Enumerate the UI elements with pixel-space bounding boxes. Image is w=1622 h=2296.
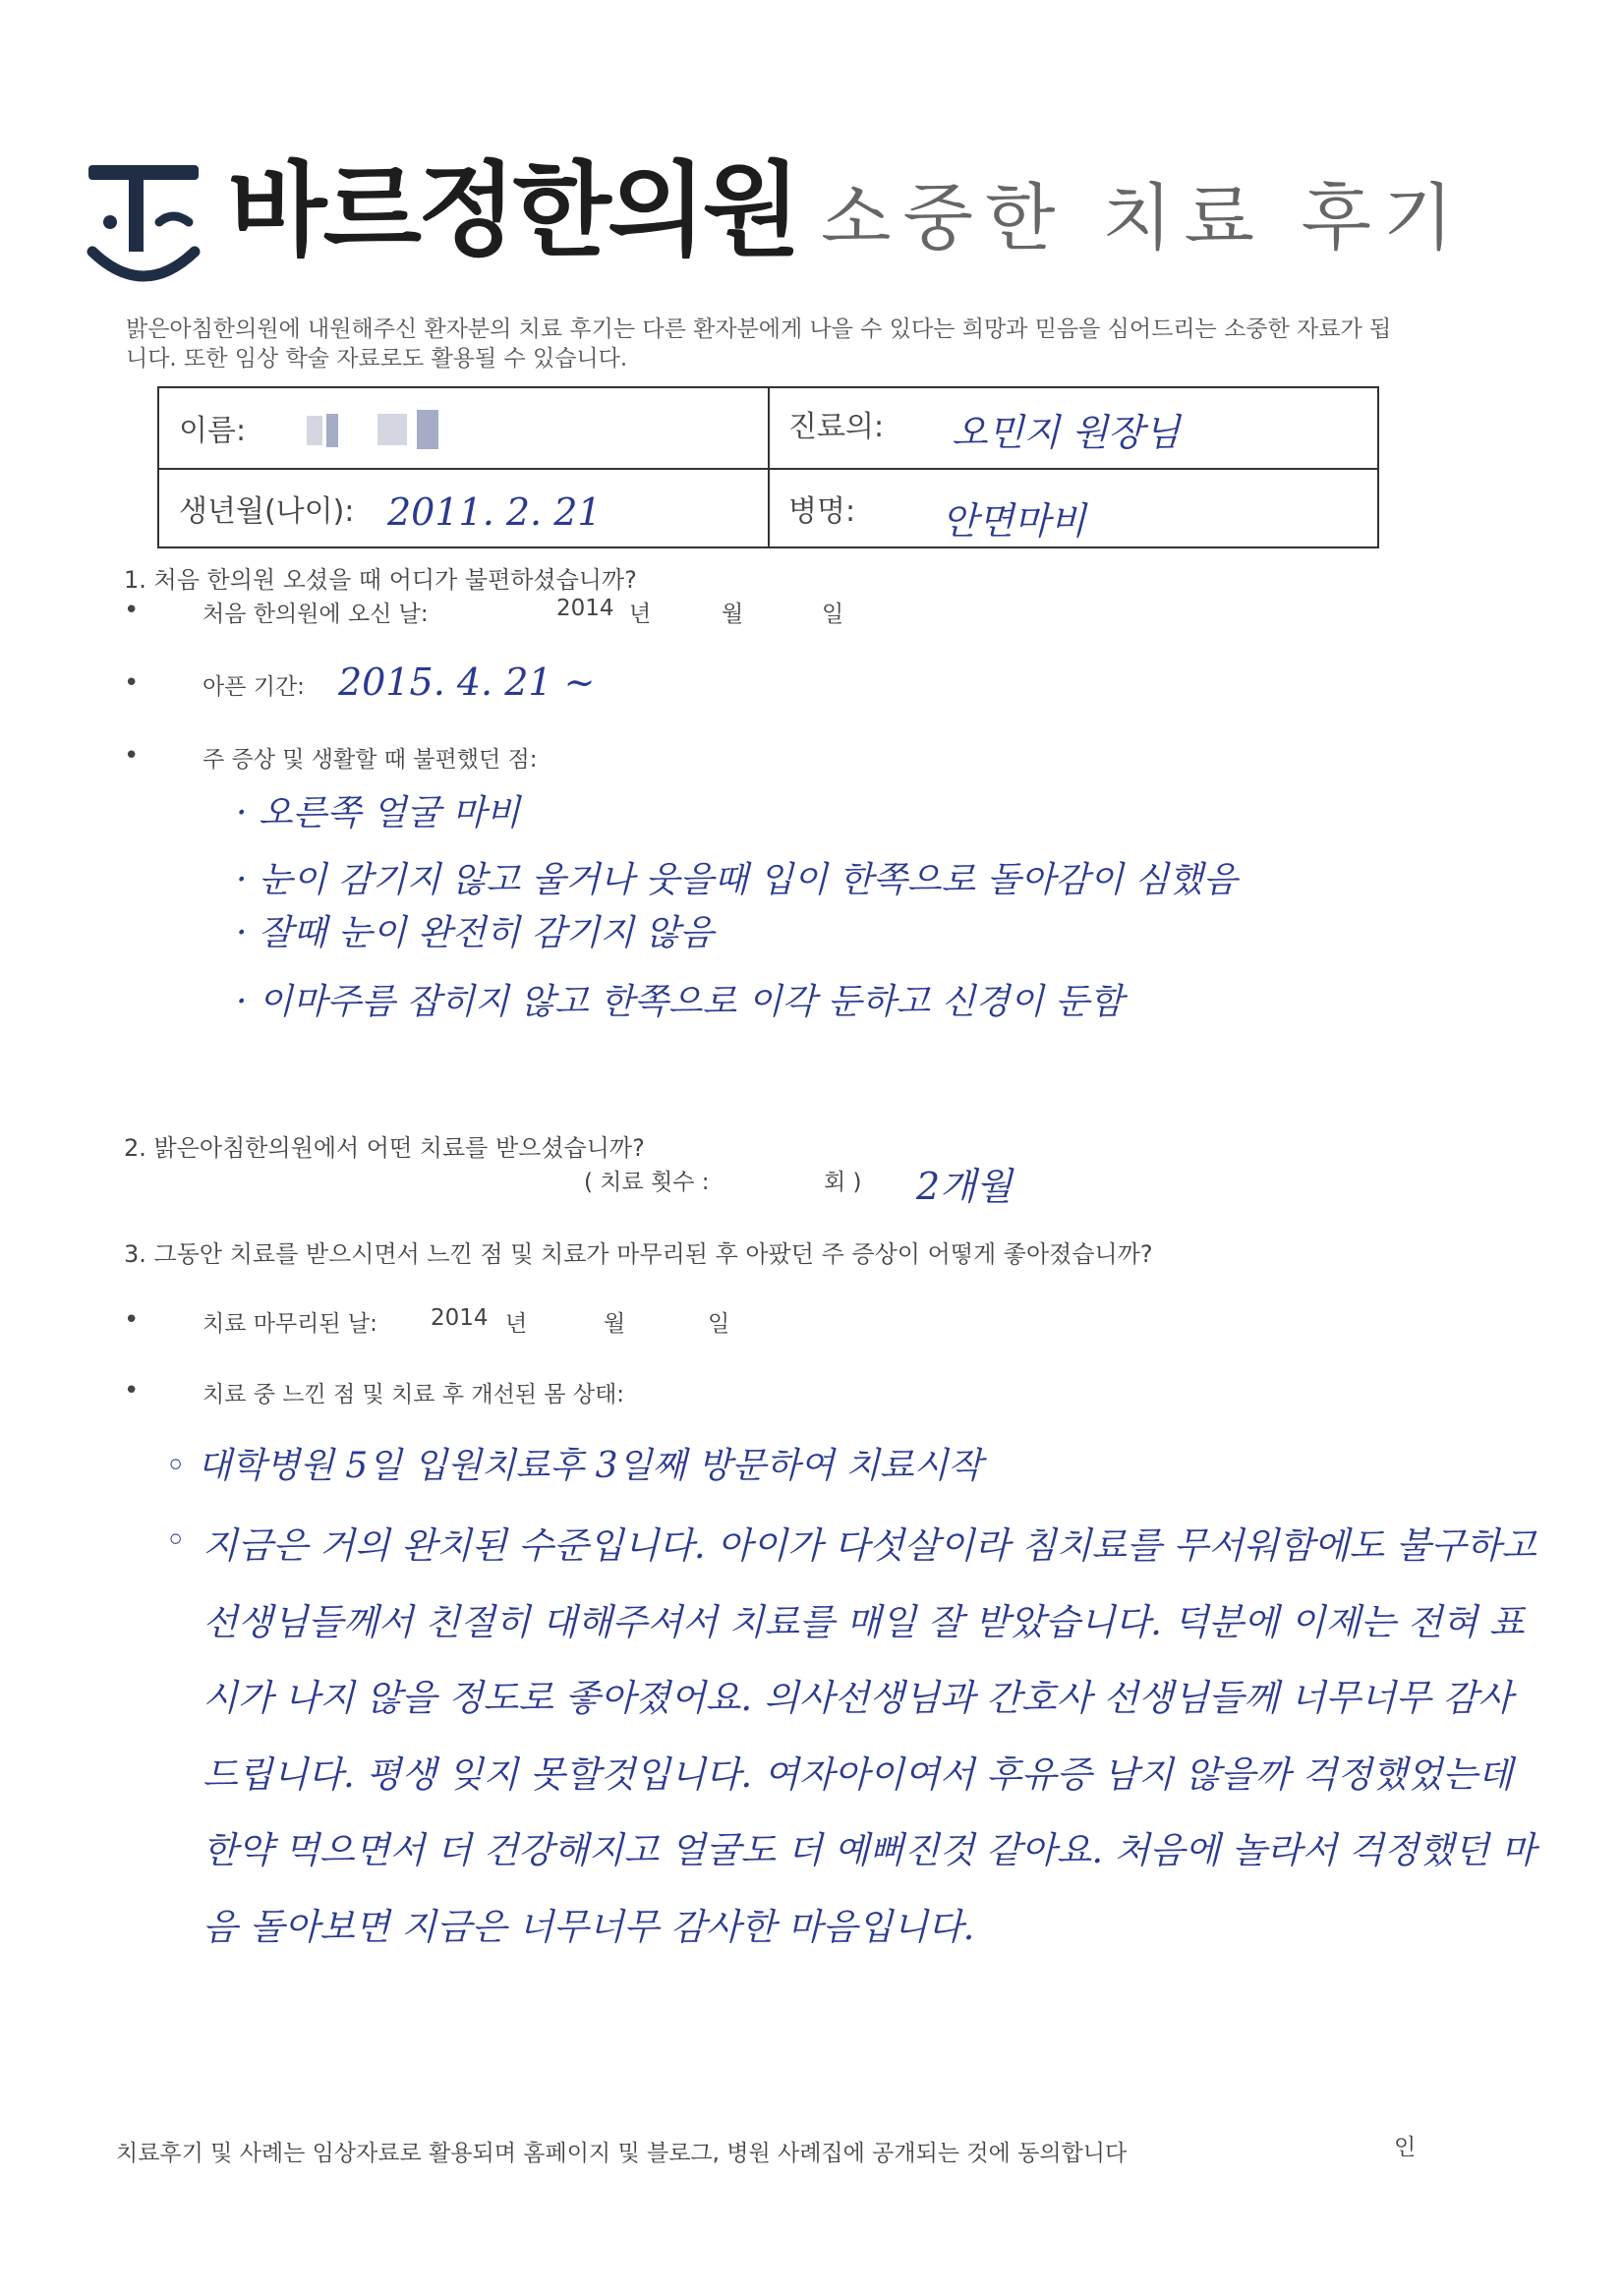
first-visit-year: 2014 [556, 596, 614, 621]
treatment-count-unit: 회 ) [824, 1170, 862, 1195]
doctor-value: 오민지 원장님 [952, 411, 1181, 454]
birth-value: 2011. 2. 21 [387, 490, 602, 534]
clinic-logo [87, 157, 201, 287]
consent-text: 치료후기 및 사례는 임상자료로 활용되며 홈페이지 및 블로그, 병원 사례집에 공개되는 것에 동의합니다 [116, 2141, 1128, 2166]
intro-text: 밝은아침한의원에 내원해주신 환자분의 치료 후기는 다른 환자분에게 나을 수 있다는 희망과 믿음을 심어드리는 소중한 자료가 됩니다. 또한 임상 학술 자료로도 활용될 수 있습니다. [126, 316, 1392, 372]
seal-mark: 인 [1394, 2135, 1417, 2160]
feedback-label: 치료 중 느낀 점 및 치료 후 개선된 몸 상태: [203, 1382, 625, 1407]
feedback-row [124, 1376, 625, 1407]
treatment-count-label: ( 치료 횟수 : [584, 1170, 710, 1195]
disease-value: 안면마비 [942, 499, 1086, 543]
first-visit-row [124, 596, 910, 625]
end-date-month-unit: 월 [604, 1311, 626, 1337]
symptom-item: · 잘때 눈이 완전히 감기지 않음 [236, 913, 714, 953]
disease-label: 병명: [788, 494, 856, 529]
symptom-item: · 눈이 감기지 않고 울거나 웃을때 입이 한쪽으로 돌아감이 심했음 [236, 860, 1238, 900]
pain-period-value: 2015. 4. 21 ~ [338, 660, 596, 704]
clinic-name: 바르정한의원 [228, 150, 797, 270]
document-title: 소중한 치료 후기 [821, 176, 1466, 260]
end-date-row [124, 1305, 910, 1335]
bullet: • [124, 596, 140, 625]
name-label: 이름: [179, 414, 247, 448]
end-date-label: 치료 마무리된 날: [203, 1311, 377, 1337]
feedback-bullet: ◦ [165, 1521, 187, 1561]
first-visit-month-unit: 월 [722, 602, 744, 627]
pain-period-label: 아픈 기간: [203, 674, 305, 700]
end-date-day-unit: 일 [708, 1311, 730, 1337]
q3-title: 3. 그동안 치료를 받으시면서 느낀 점 및 치료가 마무리된 후 아팠던 주 증상이 어떻게 좋아졌습니까? [124, 1240, 1153, 1268]
bullet: • [124, 741, 140, 771]
symptom-item: · 이마주름 잡히지 않고 한쪽으로 이각 둔하고 신경이 둔함 [236, 982, 1124, 1022]
first-visit-day-unit: 일 [822, 602, 844, 627]
feedback-first-line: ◦ 대학병원 5일 입원치료후 3일째 방문하여 치료시작 [165, 1446, 983, 1486]
q1-title: 1. 처음 한의원 오셨을 때 어디가 불편하셨습니까? [124, 566, 637, 594]
bullet: • [124, 668, 140, 698]
patient-info-table [157, 386, 1379, 548]
symptoms-row [124, 741, 538, 773]
feedback-body: 지금은 거의 완치된 수준입니다. 아이가 다섯살이라 침치료를 무서워함에도 불구하고 선생님들께서 친절히 대해주셔서 치료를 매일 잘 받았습니다. 덕분에 이제는 전혀 표시가 나지 않을 정도로 좋아졌어요. 의사선생님과 간호사 선생님들께 너무너무 감사드립니다. 평생 잊지 못할것입니다. 여자아이여서 후유증 남지 않을까 걱정했었는데 한약 먹으면서 더 건강해지고 얼굴도 더 예뻐진것 같아요. 처음에 놀라서 걱정했던 마음 돌아보면 지금은 너무너무 감사한 마음입니다. [203, 1524, 1536, 1948]
bullet: • [124, 1376, 140, 1406]
first-visit-label: 처음 한의원에 오신 날: [203, 602, 429, 627]
bullet: • [124, 1305, 140, 1335]
treatment-count-row [584, 1164, 1174, 1208]
symptoms-label: 주 증상 및 생활할 때 불편했던 점: [203, 747, 538, 773]
first-visit-year-unit: 년 [629, 602, 652, 627]
q2-title: 2. 밝은아침한의원에서 어떤 치료를 받으셨습니까? [124, 1134, 645, 1162]
doctor-label: 진료의: [788, 410, 885, 444]
end-date-year-unit: 년 [505, 1311, 528, 1337]
treatment-count-value: 2개월 [916, 1165, 1013, 1208]
symptom-item: · 오른쪽 얼굴 마비 [236, 793, 521, 833]
birth-label: 생년월(나이): [179, 494, 355, 529]
pain-period-row [124, 660, 910, 704]
end-date-year: 2014 [431, 1305, 489, 1331]
